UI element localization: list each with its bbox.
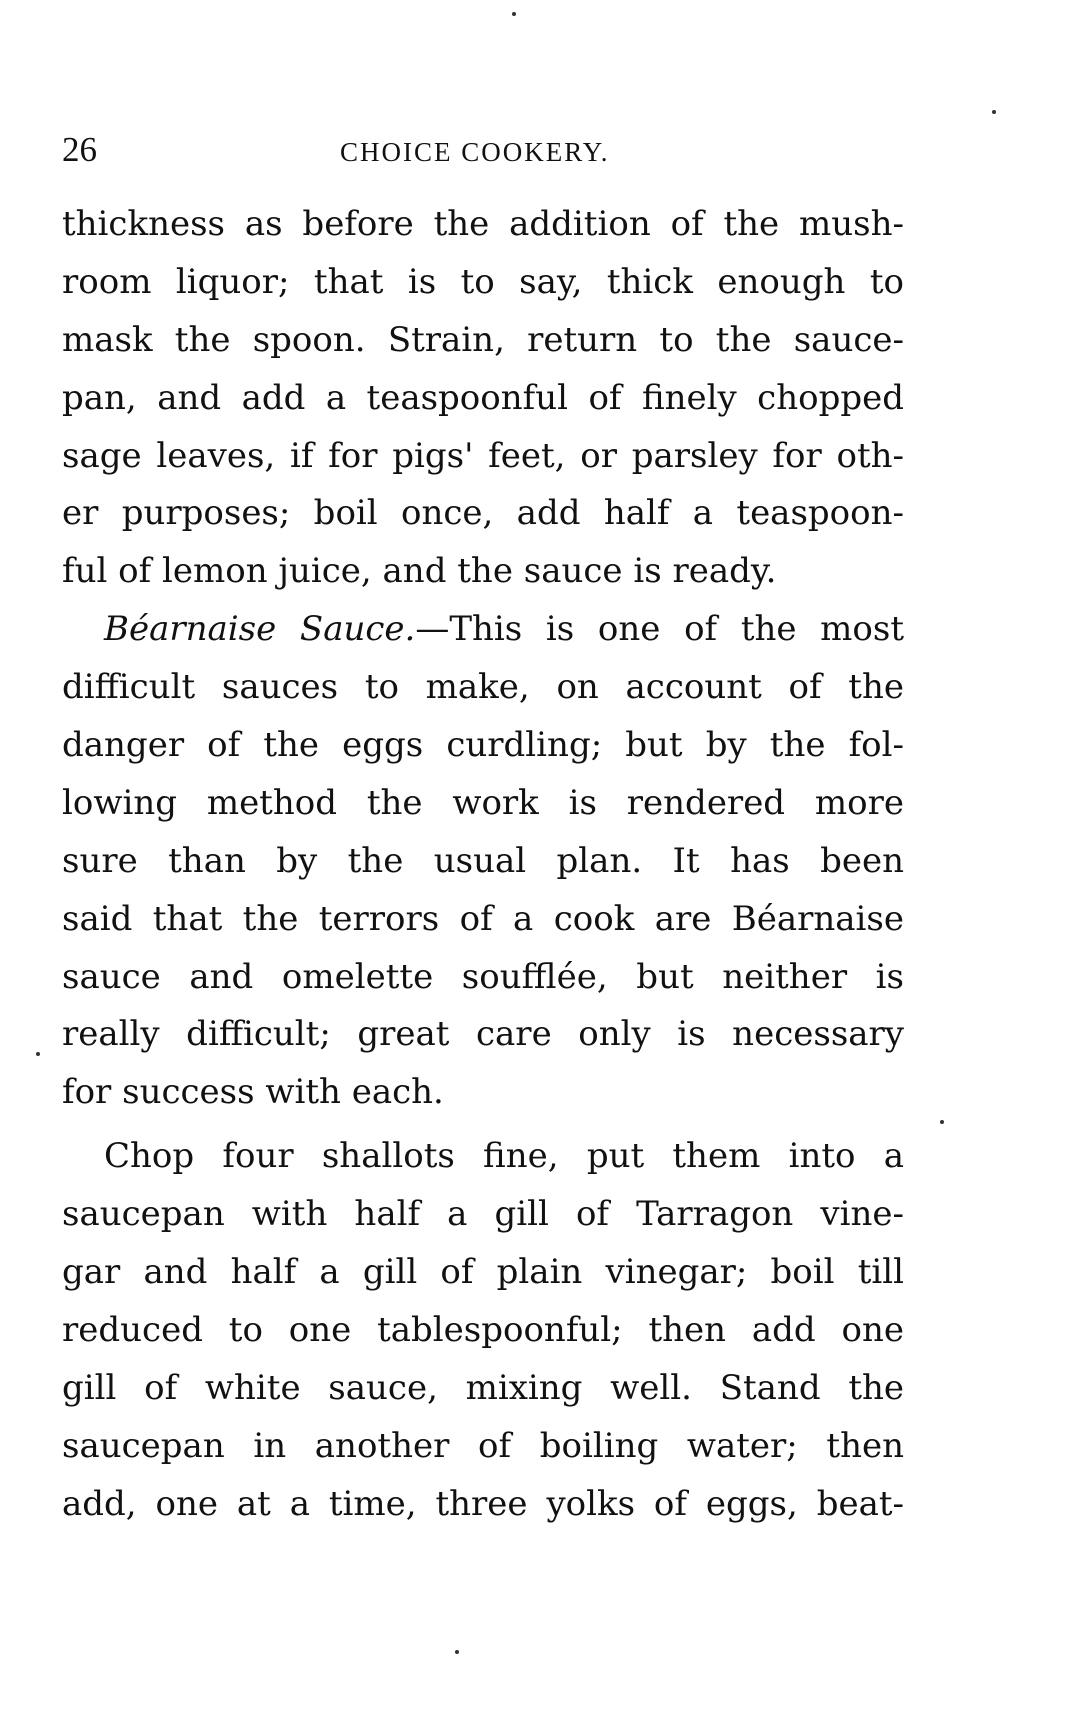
text-line: said that the terrors of a cook are Béarnaise	[62, 898, 904, 939]
section-heading: Béarnaise Sauce.	[104, 609, 416, 650]
text-line: er purposes; boil once, add half a teaspoon-	[62, 493, 904, 534]
text-line: gill of white sauce, mixing well. Stand the	[62, 1367, 904, 1408]
section-heading-line	[62, 601, 904, 659]
text-line: sure than by the usual plan. It has been	[62, 840, 904, 881]
text-line: ful of lemon juice, and the sauce is ready.	[62, 551, 777, 592]
text-line: lowing method the work is rendered more	[62, 782, 904, 823]
text-line: mask the spoon. Strain, return to the sauce-	[62, 319, 904, 360]
text-line: saucepan in another of boiling water; then	[62, 1425, 904, 1466]
page-header	[62, 128, 902, 172]
scan-speck	[512, 12, 516, 16]
scan-speck	[940, 1120, 944, 1124]
page-number: 26	[62, 130, 97, 169]
text-line: really difficult; great care only is necessary	[62, 1014, 904, 1055]
text-fragment: —This is one of the most	[415, 609, 904, 650]
text-line: add, one at a time, three yolks of eggs, beat-	[62, 1483, 904, 1524]
text-line: reduced to one tablespoonful; then add one	[62, 1309, 904, 1350]
text-line: sauce and omelette soufflée, but neither is	[62, 956, 904, 997]
scan-speck	[36, 1052, 40, 1056]
scan-speck	[455, 1650, 459, 1654]
page-body	[62, 196, 904, 1533]
text-line: pan, and add a teaspoonful of finely chopped	[62, 377, 904, 418]
text-line: danger of the eggs curdling; but by the fol-	[62, 725, 904, 766]
text-line: for success with each.	[62, 1072, 444, 1113]
text-line: thickness as before the addition of the mush-	[62, 204, 904, 244]
text-line: gar and half a gill of plain vinegar; boil till	[62, 1252, 904, 1293]
running-title: CHOICE COOKERY.	[340, 137, 610, 167]
text-line: sage leaves, if for pigs' feet, or parsley for oth-	[62, 435, 904, 476]
text-line: room liquor; that is to say, thick enough to	[62, 261, 904, 302]
text-line: saucepan with half a gill of Tarragon vine-	[62, 1194, 904, 1235]
text-line: difficult sauces to make, on account of the	[62, 667, 904, 708]
text-line: Chop four shallots fine, put them into a	[104, 1136, 904, 1177]
scan-speck	[992, 110, 996, 114]
